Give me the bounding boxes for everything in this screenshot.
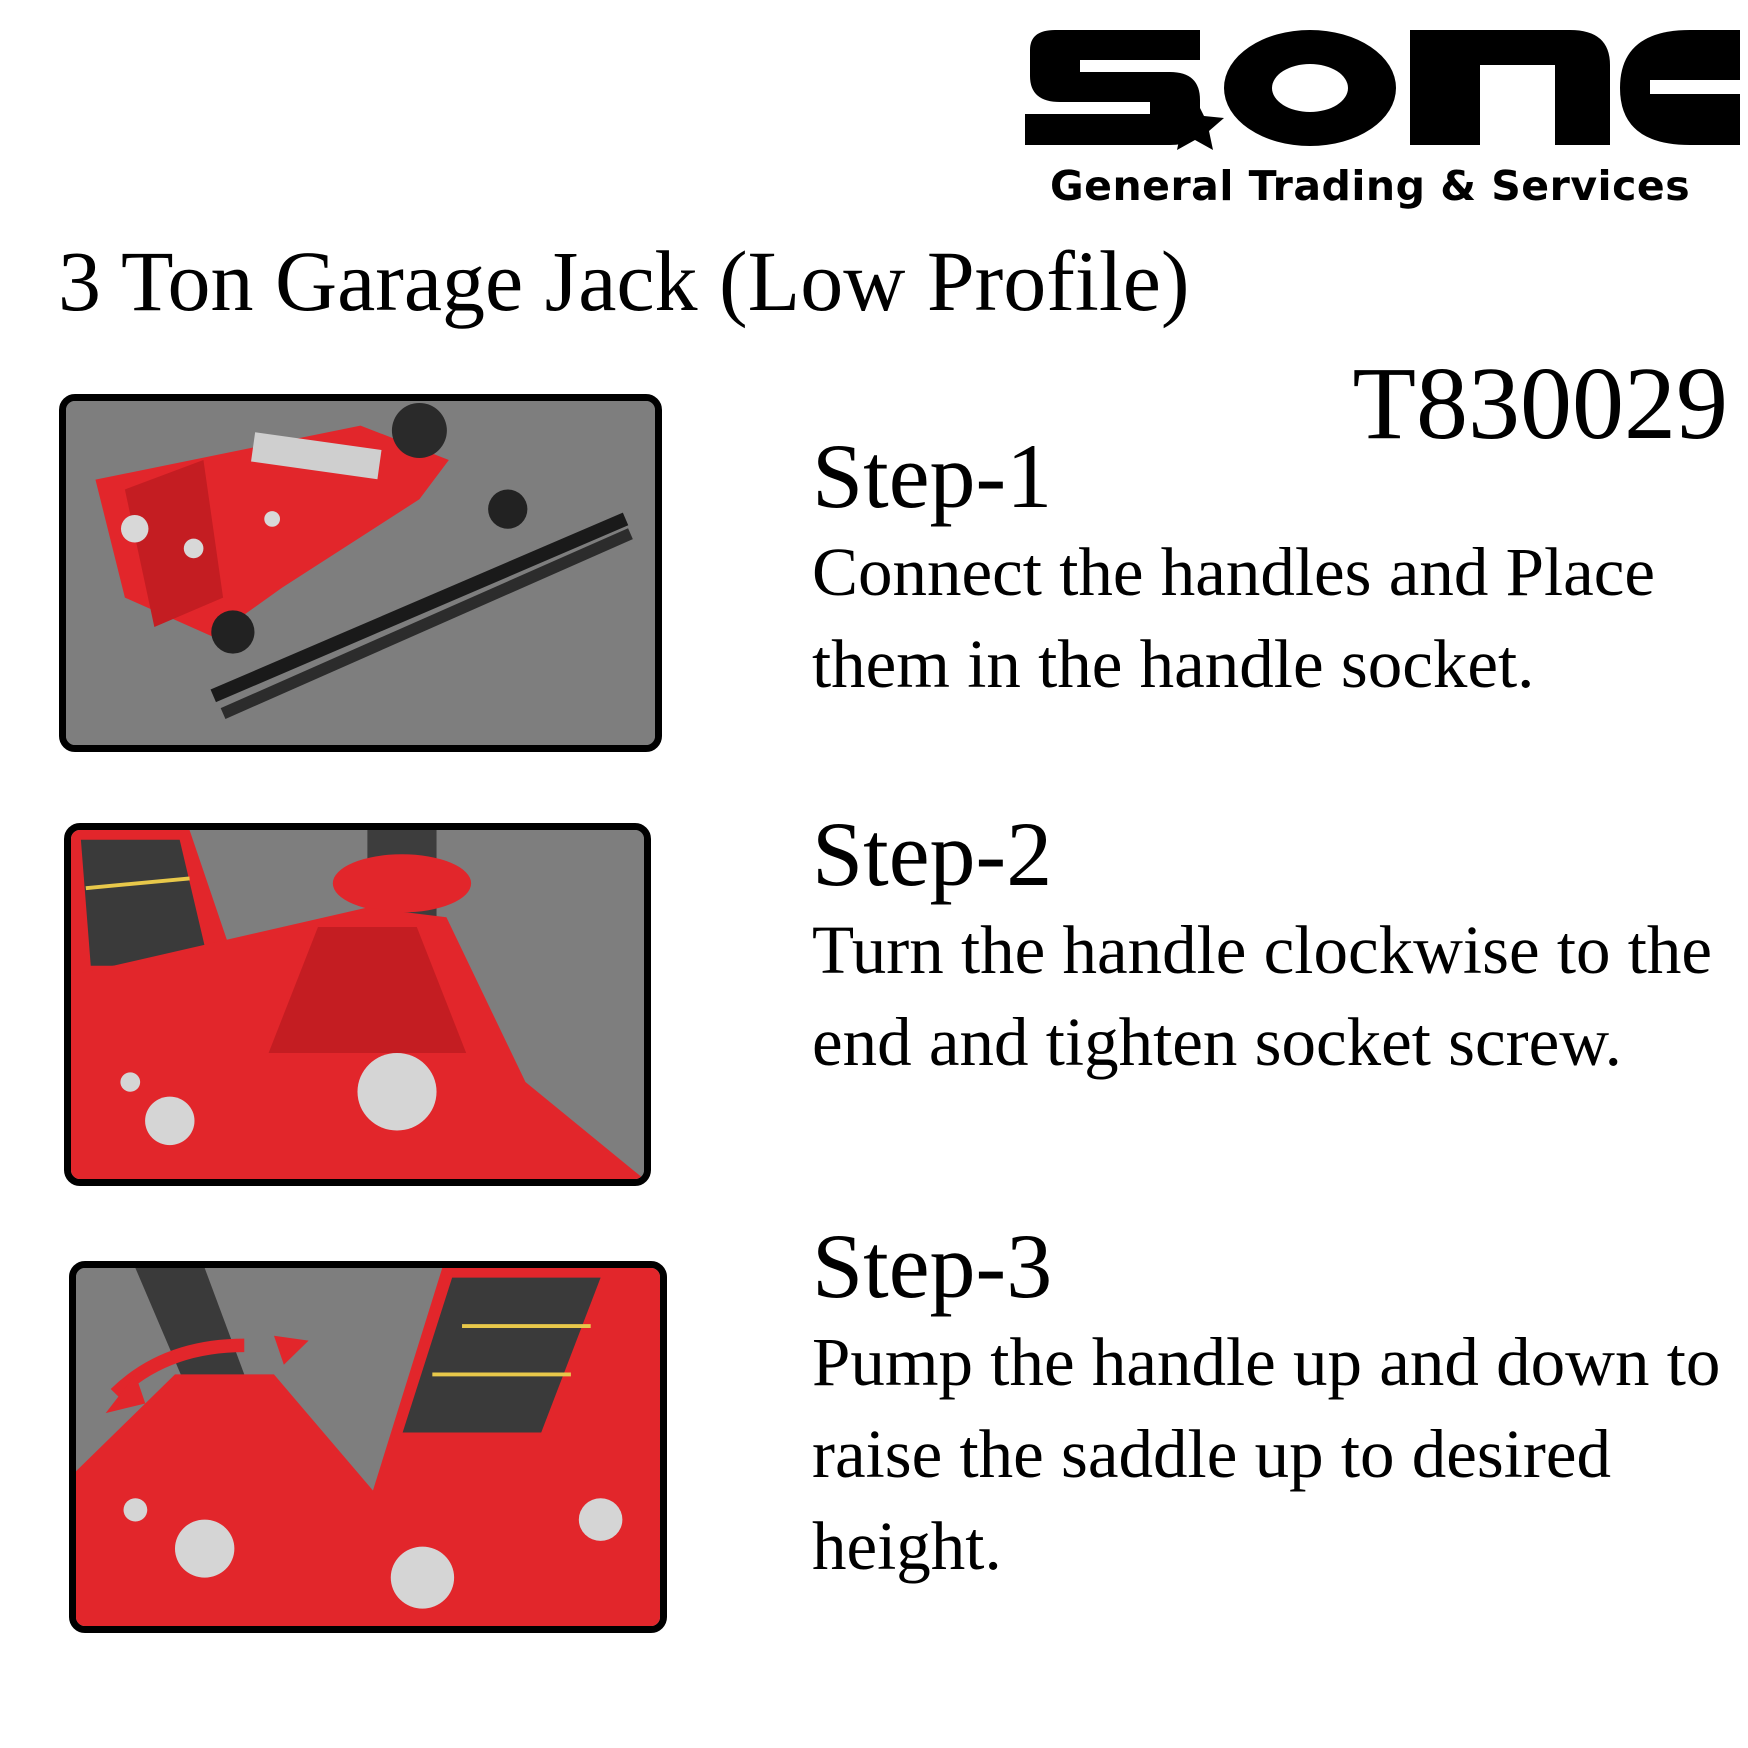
step-1 xyxy=(812,425,1732,710)
model-number: T830029 xyxy=(1352,346,1728,461)
step-heading: Step-1 xyxy=(812,425,1053,527)
step-2-photo xyxy=(64,823,651,1186)
handle-socket-image xyxy=(71,830,644,1179)
pump-handle-image xyxy=(76,1268,660,1626)
jack-with-handles-image xyxy=(66,401,655,745)
step-heading: Step-3 xyxy=(812,1215,1053,1317)
step-text: Connect the handles and Place them in the handle socket. xyxy=(812,534,1656,702)
step-2 xyxy=(812,803,1732,1088)
step-1-photo xyxy=(59,394,662,752)
logo-wordmark xyxy=(1010,10,1740,160)
brand-logo xyxy=(1010,10,1740,210)
step-text: Turn the handle clockwise to the end and tighten socket screw. xyxy=(812,912,1713,1080)
step-3 xyxy=(812,1215,1732,1592)
logo-tagline: General Trading & Services xyxy=(1050,162,1691,210)
step-heading: Step-2 xyxy=(812,803,1053,905)
page-title: 3 Ton Garage Jack (Low Profile) xyxy=(58,233,1190,329)
step-3-photo xyxy=(69,1261,667,1633)
step-text: Pump the handle up and down to raise the saddle up to desired height. xyxy=(812,1324,1721,1584)
